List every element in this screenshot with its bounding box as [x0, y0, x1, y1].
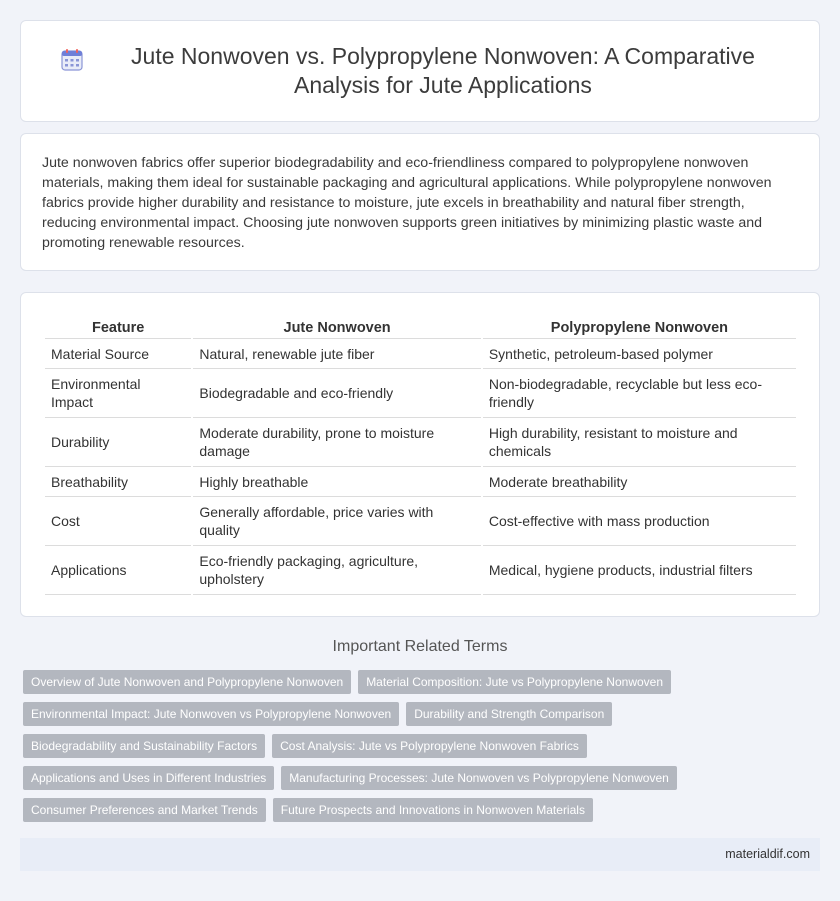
- cell-jute: Moderate durability, prone to moisture damage: [193, 418, 480, 467]
- term-tag[interactable]: Future Prospects and Innovations in Nonwoven Materials: [273, 798, 593, 822]
- cell-polypropylene: Synthetic, petroleum-based polymer: [483, 339, 796, 369]
- term-row: [23, 734, 823, 758]
- table-header-row: [45, 313, 796, 339]
- intro-paragraph: Jute nonwoven fabrics offer superior biodegradability and eco-friendliness compared to polypropylene nonwoven materials, making them ideal for sustainable packaging and agricultural applications. While polypropylene nonwoven fabrics provide higher durability and resistance to moisture, jute excels in breathability and natural fiber strength, reducing environmental impact. Choosing jute nonwoven supports green initiatives by minimizing plastic waste and promoting renewable resources.: [42, 155, 772, 251]
- table-row: [45, 418, 796, 467]
- comparison-table: [43, 313, 798, 595]
- term-row: [23, 766, 823, 790]
- cell-feature: Breathability: [45, 467, 191, 497]
- cell-jute: Highly breathable: [193, 467, 480, 497]
- term-tag[interactable]: Cost Analysis: Jute vs Polypropylene Nonwoven Fabrics: [272, 734, 587, 758]
- related-terms: [23, 670, 823, 830]
- term-tag[interactable]: Biodegradability and Sustainability Factors: [23, 734, 265, 758]
- term-tag[interactable]: Environmental Impact: Jute Nonwoven vs Polypropylene Nonwoven: [23, 702, 399, 726]
- title-card: [20, 20, 820, 122]
- cell-jute: Biodegradable and eco-friendly: [193, 369, 480, 418]
- table-row: [45, 339, 796, 369]
- cell-jute: Generally affordable, price varies with quality: [193, 497, 480, 546]
- intro-card: [20, 133, 820, 271]
- table-row: [45, 369, 796, 418]
- calendar-icon: [60, 48, 84, 72]
- term-row: [23, 798, 823, 822]
- term-tag[interactable]: Material Composition: Jute vs Polypropylene Nonwoven: [358, 670, 671, 694]
- cell-feature: Cost: [45, 497, 191, 546]
- table-row: [45, 467, 796, 497]
- cell-polypropylene: Non-biodegradable, recyclable but less eco-friendly: [483, 369, 796, 418]
- title-wrap: [60, 42, 780, 100]
- term-tag[interactable]: Overview of Jute Nonwoven and Polypropylene Nonwoven: [23, 670, 351, 694]
- related-terms-heading: Important Related Terms: [332, 638, 508, 655]
- cell-feature: Environmental Impact: [45, 369, 191, 418]
- page-title: Jute Nonwoven vs. Polypropylene Nonwoven: A Comparative Analysis for Jute Applications: [131, 43, 755, 98]
- cell-polypropylene: High durability, resistant to moisture and chemicals: [483, 418, 796, 467]
- cell-jute: Eco-friendly packaging, agriculture, upholstery: [193, 546, 480, 595]
- term-tag[interactable]: Manufacturing Processes: Jute Nonwoven vs Polypropylene Nonwoven: [281, 766, 677, 790]
- term-tag[interactable]: Consumer Preferences and Market Trends: [23, 798, 266, 822]
- cell-polypropylene: Medical, hygiene products, industrial filters: [483, 546, 796, 595]
- cell-jute: Natural, renewable jute fiber: [193, 339, 480, 369]
- comparison-card: [20, 292, 820, 617]
- cell-polypropylene: Moderate breathability: [483, 467, 796, 497]
- cell-feature: Applications: [45, 546, 191, 595]
- cell-feature: Durability: [45, 418, 191, 467]
- term-tag[interactable]: Durability and Strength Comparison: [406, 702, 612, 726]
- term-row: [23, 702, 823, 726]
- header-polypropylene: Polypropylene Nonwoven: [483, 313, 796, 339]
- footer: [20, 838, 820, 871]
- term-tag[interactable]: Applications and Uses in Different Industries: [23, 766, 274, 790]
- cell-feature: Material Source: [45, 339, 191, 369]
- table-row: [45, 497, 796, 546]
- header-jute: Jute Nonwoven: [193, 313, 480, 339]
- table-row: [45, 546, 796, 595]
- footer-site-link[interactable]: materialdif.com: [725, 847, 810, 861]
- term-row: [23, 670, 823, 694]
- header-feature: Feature: [45, 313, 191, 339]
- cell-polypropylene: Cost-effective with mass production: [483, 497, 796, 546]
